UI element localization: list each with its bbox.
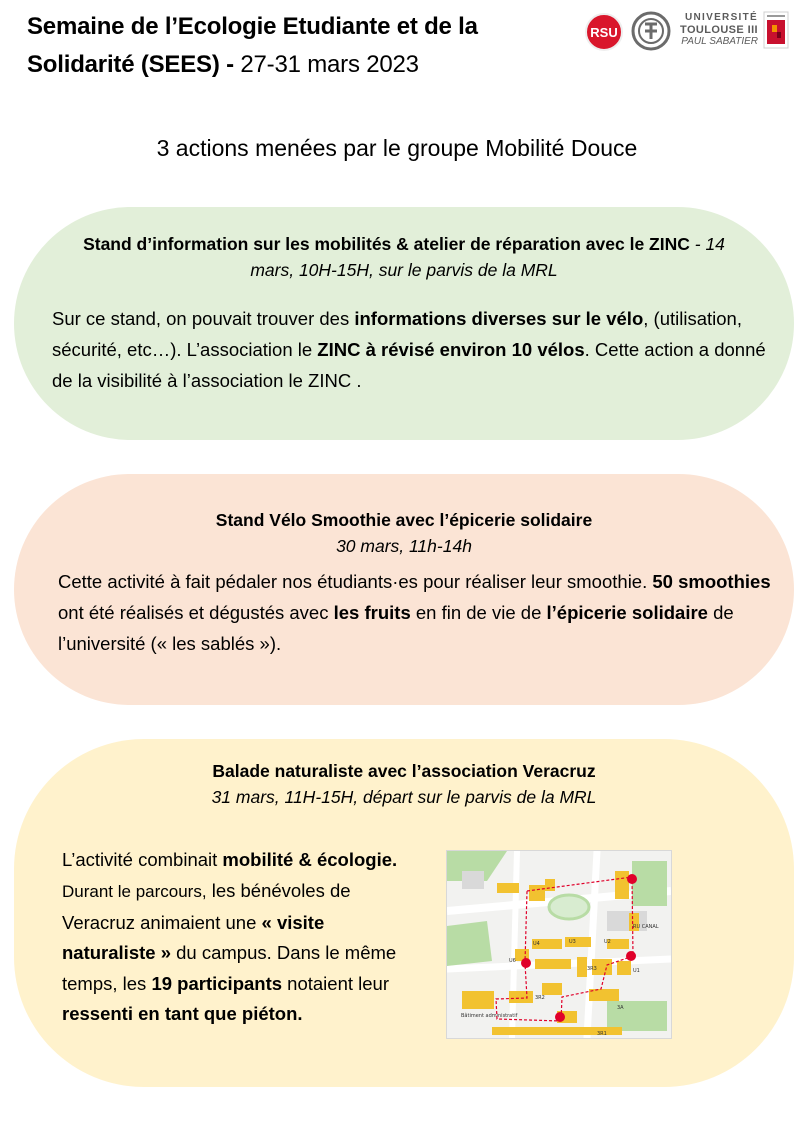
text-run-bold: informations diverses sur le vélo <box>354 308 644 329</box>
text-run-bold: « visite naturaliste » <box>62 911 325 964</box>
map-label: RU CANAL <box>633 924 659 930</box>
text-run: ont été réalisés et dégustés avec <box>58 602 334 623</box>
map-label: 3R2 <box>535 995 545 1001</box>
text-run-bold: ressenti en tant que piéton. <box>62 1003 303 1025</box>
title-main: Semaine de l’Ecologie Etudiante et de la Solidarité (SEES) - <box>27 13 478 78</box>
map-label: 3A <box>617 1005 624 1011</box>
action-title-main: Stand Vélo Smoothie avec l’épicerie solidaire <box>215 510 593 530</box>
text-run: en fin de vie de <box>410 602 547 623</box>
action-card-smoothie-stand <box>14 474 794 705</box>
text-run: , (utilisation, sécurité, etc…). L’association le <box>52 308 742 360</box>
action-description <box>58 566 778 659</box>
subtitle: 3 actions menées par le groupe Mobilité Douce <box>156 135 638 161</box>
text-run-bold: mobilité & écologie. <box>222 849 398 870</box>
action-card-repair-stand <box>14 207 794 440</box>
action-title-details: - 14 mars, 10H-15H, sur le parvis de la MRL <box>250 234 725 280</box>
map-label: U1 <box>633 968 640 974</box>
route-stop-marker <box>627 874 637 884</box>
text-run: les bénévoles de Veracruz animaient une <box>62 880 351 933</box>
map-label: U6 <box>509 958 516 964</box>
action-description <box>52 303 772 396</box>
map-label: U3 <box>569 939 576 945</box>
action-title <box>64 231 744 283</box>
text-run-bold: ZINC à révisé environ 10 vélos <box>317 339 585 360</box>
map-label: 3R3 <box>587 966 597 972</box>
text-run-bold: l’épicerie solidaire <box>546 602 708 623</box>
action-title-details: 30 mars, 11h-14h <box>336 536 472 556</box>
text-run: du campus. Dans le même temps, les <box>62 942 397 994</box>
action-card-nature-walk <box>14 739 794 1087</box>
map-label: 3R1 <box>597 1031 607 1037</box>
logos <box>585 8 790 52</box>
route-stop-marker <box>555 1012 565 1022</box>
text-run: . Cette action a donné de la visibilité à l’association le ZINC . <box>52 339 766 391</box>
route-stop-marker <box>626 951 636 961</box>
action-title-main: Stand d’information sur les mobilités & atelier de réparation avec le ZINC <box>83 234 690 254</box>
text-run: Cette activité à fait pédaler nos étudiants·es pour réaliser leur smoothie. <box>58 571 653 592</box>
action-title <box>74 507 734 559</box>
action-title-details: 31 mars, 11H-15H, départ sur le parvis de la MRL <box>211 787 597 807</box>
route-stop-marker <box>521 958 531 968</box>
map-label: Bâtiment administratif <box>461 1013 518 1019</box>
action-title-main: Balade naturaliste avec l’association Veracruz <box>212 761 596 781</box>
title-dates: 27-31 mars 2023 <box>233 51 419 78</box>
university-line2: TOULOUSE III <box>680 24 758 36</box>
university-line3: PAUL SABATIER <box>681 36 758 47</box>
university-logo-text <box>674 12 758 48</box>
text-run: L’activité combinait <box>62 849 223 870</box>
partner-logo-icon <box>763 11 789 49</box>
text-run-bold: les fruits <box>333 602 411 623</box>
text-run: Durant le parcours, <box>62 882 207 902</box>
text-run: notaient leur <box>282 972 389 994</box>
campus-route-map <box>446 850 672 1039</box>
university-line1: UNIVERSITÉ <box>684 12 758 23</box>
university-seal-icon <box>631 11 671 51</box>
text-run: de l’université (« les sablés »). <box>58 602 734 654</box>
text-run-bold: 19 participants <box>151 972 283 994</box>
text-run-bold: 50 smoothies <box>652 571 771 592</box>
text-run: Sur ce stand, on pouvait trouver des <box>52 308 355 329</box>
action-title <box>74 758 734 810</box>
map-label: U4 <box>533 941 540 947</box>
page-title <box>27 8 567 84</box>
rsu-logo: RSU <box>585 13 623 51</box>
map-label: U2 <box>604 939 611 945</box>
action-description <box>62 845 422 1029</box>
